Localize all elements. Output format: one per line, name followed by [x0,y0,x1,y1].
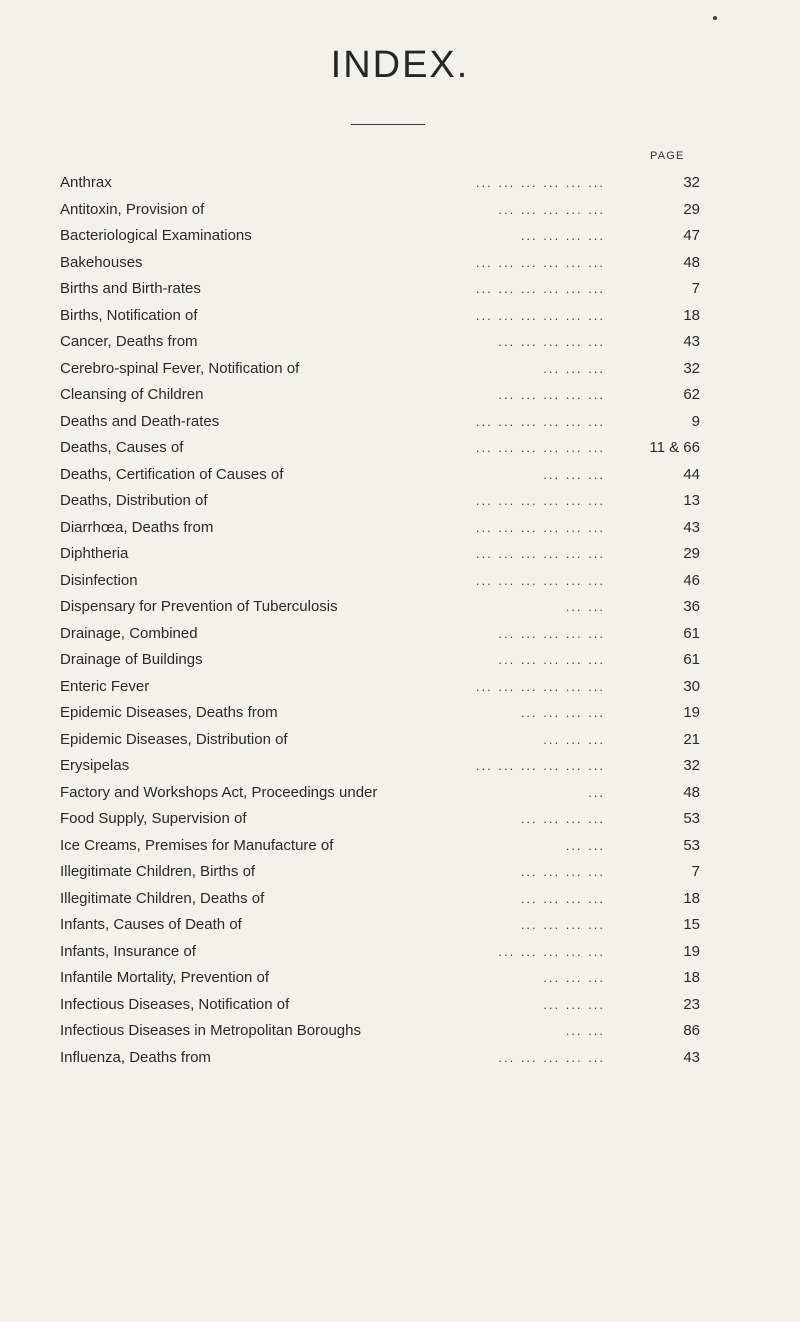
dot-leader: ... ... ... ... ... [498,943,605,959]
dot-leader: ... ... ... ... ... [498,625,605,641]
index-entry [60,727,700,754]
index-entry [60,992,700,1019]
entry-label: Drainage of Buildings [60,651,203,668]
index-entry [60,806,700,833]
entry-label: Drainage, Combined [60,624,198,642]
dot-leader: ... ... ... [543,970,605,985]
title-rule [351,124,425,125]
index-entry [60,886,700,913]
dot-leader: ... ... ... ... [520,917,605,932]
entry-label: Influenza, Deaths from [60,1048,211,1066]
index-entry [60,780,700,807]
index-entry [60,356,700,383]
dot-leader: ... ... ... ... [520,705,605,720]
dot-leader: ... ... ... ... ... ... [475,678,605,694]
entry-page: 7 [691,280,700,297]
page-speck [713,16,717,20]
index-entry [60,409,700,436]
entry-label: Ice Creams, Premises for Manufacture of [60,836,334,854]
entry-label: Deaths, Causes of [60,439,184,456]
entry-label: Illegitimate Children, Deaths of [60,889,265,907]
entry-label: Cleansing of Children [60,386,204,403]
dot-leader: ... ... ... ... [520,890,605,906]
dot-leader: ... ... ... ... ... [498,334,605,349]
entry-page: 18 [683,969,700,986]
index-entry [60,382,700,409]
entry-page: 19 [683,942,700,960]
entry-page: 9 [691,412,700,430]
index-entry [60,250,700,277]
dot-leader: ... ... ... [543,731,605,747]
index-entry [60,700,700,727]
index-entry [60,541,700,568]
entry-page: 21 [683,730,700,748]
entry-page: 23 [683,995,700,1013]
entry-label: Epidemic Diseases, Deaths from [60,704,278,721]
index-entry [60,223,700,250]
index-entry [60,197,700,224]
entry-label: Births and Birth-rates [60,280,201,297]
dot-leader: ... ... ... [543,996,605,1012]
entry-label: Factory and Workshops Act, Proceedings under [60,783,378,801]
entry-label: Infectious Diseases in Metropolitan Boroughs [60,1022,361,1039]
entry-label: Anthrax [60,174,112,191]
dot-leader: ... ... ... ... ... ... [475,546,605,561]
entry-page: 43 [683,1048,700,1066]
dot-leader: ... ... ... ... ... ... [475,493,605,508]
dot-leader: ... ... ... [543,360,605,376]
index-entry [60,753,700,780]
dot-leader: ... ... ... ... [520,864,605,879]
entry-label: Epidemic Diseases, Distribution of [60,730,288,748]
entry-page: 19 [683,704,700,721]
entry-page: 48 [683,253,700,271]
index-entry [60,568,700,595]
entry-label: Diphtheria [60,545,129,562]
entry-page: 46 [683,571,700,589]
entry-page: 48 [683,783,700,801]
dot-leader: ... ... [565,837,605,853]
entry-page: 61 [683,624,700,642]
dot-leader: ... ... ... [543,466,605,482]
dot-leader: ... ... ... ... [520,811,605,826]
dot-leader: ... ... ... ... ... ... [475,175,605,190]
entry-page: 13 [683,492,700,509]
page-column-header: PAGE [650,150,685,162]
page-title: INDEX. [330,44,470,86]
entry-page: 47 [683,227,700,244]
entry-page: 29 [683,200,700,218]
entry-label: Births, Notification of [60,306,198,324]
entry-label: Diarrhœa, Deaths from [60,518,214,536]
index-entry [60,276,700,303]
dot-leader: ... ... ... ... ... [498,652,605,667]
dot-leader: ... ... ... ... ... [498,201,605,217]
index-entry [60,912,700,939]
index-entry [60,647,700,674]
dot-leader: ... ... [565,599,605,614]
entry-label: Dispensary for Prevention of Tuberculosis [60,598,338,615]
index-entry [60,435,700,462]
entry-page: 15 [683,916,700,933]
entry-page: 53 [683,836,700,854]
entry-page: 30 [683,677,700,695]
index-entry [60,170,700,197]
dot-leader: ... ... ... ... [520,228,605,243]
dot-leader: ... ... ... ... ... [498,387,605,402]
index-entry [60,939,700,966]
entry-page: 43 [683,333,700,350]
index-entry [60,303,700,330]
dot-leader: ... ... ... ... ... [498,1049,605,1065]
entry-label: Infants, Causes of Death of [60,916,242,933]
entry-page: 53 [683,810,700,827]
entry-label: Infantile Mortality, Prevention of [60,969,269,986]
entry-label: Deaths, Certification of Causes of [60,465,284,483]
entry-page: 43 [683,518,700,536]
entry-label: Infectious Diseases, Notification of [60,995,290,1013]
entry-label: Cancer, Deaths from [60,333,198,350]
dot-leader: ... ... ... ... ... ... [475,281,605,296]
entry-page: 7 [691,863,700,880]
entry-page: 11 & 66 [649,439,700,456]
entry-label: Illegitimate Children, Births of [60,863,256,880]
dot-leader: ... ... ... ... ... ... [475,572,605,588]
entry-page: 32 [683,174,700,191]
entry-label: Enteric Fever [60,677,150,695]
entry-label: Deaths and Death-rates [60,412,220,430]
entry-page: 18 [683,889,700,907]
index-entry [60,674,700,701]
dot-leader: ... ... ... ... ... ... [475,254,605,270]
entry-label: Deaths, Distribution of [60,492,208,509]
entry-label: Erysipelas [60,757,130,774]
index-entry [60,515,700,542]
index-entry [60,621,700,648]
entry-page: 18 [683,306,700,324]
entry-label: Cerebro-spinal Fever, Notification of [60,359,300,377]
dot-leader: ... ... ... ... ... ... [475,758,605,773]
dot-leader: ... ... ... ... ... ... [475,413,605,429]
entry-page: 32 [683,359,700,377]
entry-page: 86 [683,1022,700,1039]
index-entry [60,859,700,886]
entry-label: Bakehouses [60,253,143,271]
dot-leader: ... ... ... ... ... ... [475,307,605,323]
index-entry [60,594,700,621]
dot-leader: ... ... ... ... ... ... [475,440,605,455]
entry-page: 44 [683,465,700,483]
entry-page: 61 [683,651,700,668]
dot-leader: ... [588,784,605,800]
entry-page: 29 [683,545,700,562]
dot-leader: ... ... [565,1023,605,1038]
index-entry [60,965,700,992]
index-entry [60,833,700,860]
index-entry [60,1045,700,1072]
index-entries [60,170,700,1071]
dot-leader: ... ... ... ... ... ... [475,519,605,535]
index-entry [60,488,700,515]
entry-label: Infants, Insurance of [60,942,196,960]
entry-page: 32 [683,757,700,774]
entry-label: Disinfection [60,571,138,589]
entry-page: 62 [683,386,700,403]
index-entry [60,1018,700,1045]
index-entry [60,329,700,356]
entry-label: Food Supply, Supervision of [60,810,247,827]
entry-page: 36 [683,598,700,615]
index-entry [60,462,700,489]
entry-label: Bacteriological Examinations [60,227,252,244]
entry-label: Antitoxin, Provision of [60,200,205,218]
